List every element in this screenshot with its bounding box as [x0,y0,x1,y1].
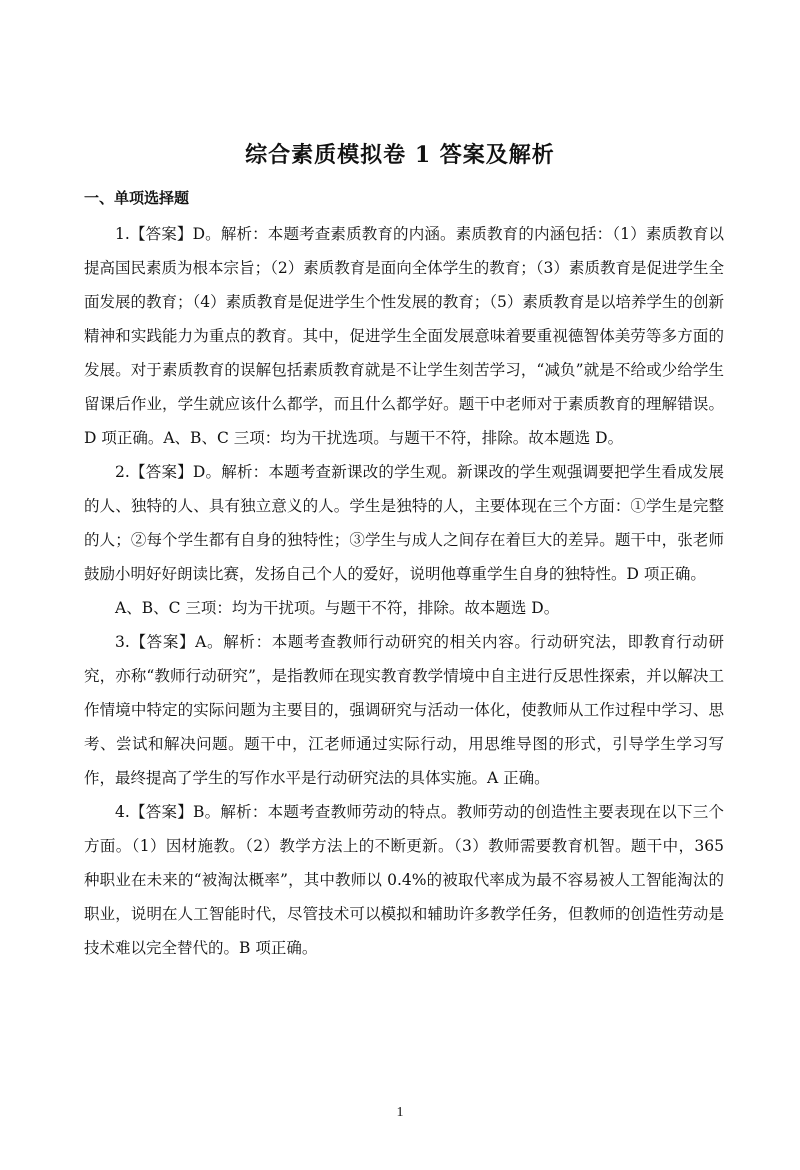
answer-paragraph-1: 1.【答案】D。解析：本题考查素质教育的内涵。素质教育的内涵包括：（1）素质教育以提高国民素质为根本宗旨；（2）素质教育是面向全体学生的教育；（3）素质教育是促进学生全面发展的教育；（4）素质教育是促进学生个性发展的教育；（5）素质教育是以培养学生的创新精神和实践能力为重点的教育。其中，促进学生全面发展意味着要重视德智体美劳等多方面的发展。对于素质教育的误解包括素质教育就是不让学生刻苦学习，“减负”就是不给或少给学生留课后作业，学生就应该什么都学，而且什么都学好。题干中老师对于素质教育的理解错误。D 项正确。A、B、C 三项：均为干扰选项。与题干不符，排除。故本题选 D。 [84,225,724,447]
answer-content [84,217,724,965]
page-title: 综合素质模拟卷 1 答案及解析 [245,142,555,168]
answer-paragraph-2: 2.【答案】D。解析：本题考查新课改的学生观。新课改的学生观强调要把学生看成发展的人、独特的人、具有独立意义的人。学生是独特的人，主要体现在三个方面：①学生是完整的人；②每个学生都有自身的独特性；③学生与成人之间存在着巨大的差异。题干中，张老师鼓励小明好好朗读比赛，发扬自己个人的爱好，说明他尊重学生自身的独特性。D 项正确。 [84,463,724,583]
page-number: 1 [396,1105,404,1120]
section-heading: 一、单项选择题 [84,189,190,207]
answer-paragraph-4: 4.【答案】B。解析：本题考查教师劳动的特点。教师劳动的创造性主要表现在以下三个方面。（1）因材施教。（2）教学方法上的不断更新。（3）教师需要教育机智。题干中，365 种职业在未来的“被淘汰概率”，其中教师以 0.4%的被取代率成为最不容易被人工智能淘汰的职业，说明在人工智能时代，尽管技术可以模拟和辅助许多教学任务，但教师的创造性劳动是技术难以完全替代的。B 项正确。 [84,803,724,957]
answer-paragraph-2-continued: A、B、C 三项：均为干扰项。与题干不符，排除。故本题选 D。 [115,599,560,617]
answer-paragraph-3: 3.【答案】A。解析：本题考查教师行动研究的相关内容。行动研究法，即教育行动研究，亦称“教师行动研究”，是指教师在现实教育教学情境中自主进行反思性探索，并以解决工作情境中特定的实际问题为主要目的，强调研究与活动一体化，使教师从工作过程中学习、思考、尝试和解决问题。题干中，江老师通过实际行动，用思维导图的形式，引导学生学习写作，最终提高了学生的写作水平是行动研究法的具体实施。A 正确。 [84,633,724,787]
